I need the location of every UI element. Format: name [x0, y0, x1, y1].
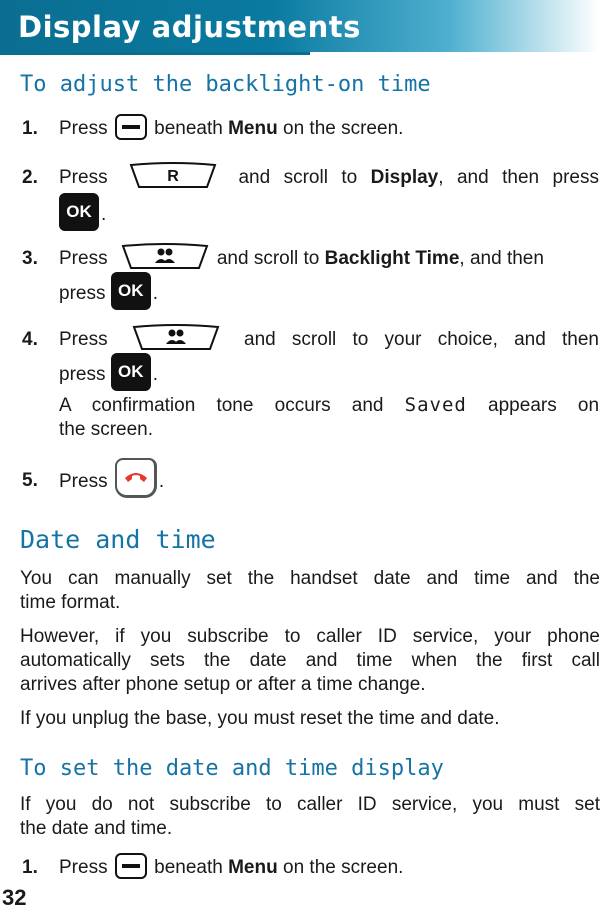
step-number: 4.: [22, 329, 38, 350]
end-call-key-icon: [115, 458, 157, 498]
section-heading-set-date-time: To set the date and time display: [20, 756, 444, 781]
step-number: 2.: [22, 167, 38, 188]
paragraph-caller-id: However, if you subscribe to caller ID service, your phone automatically sets the date and time when the first call arrives after phone setup or after a time change.: [20, 626, 600, 695]
menu-softkey-icon: [115, 853, 147, 879]
step-number: 1.: [22, 118, 38, 139]
title-underline: [0, 52, 310, 55]
screen-text-saved: Saved: [404, 394, 467, 416]
section-heading-date-time: Date and time: [20, 525, 216, 554]
section-heading-backlight: To adjust the backlight-on time: [20, 72, 431, 97]
ok-key-icon: OK: [111, 353, 151, 391]
redial-key-icon: [127, 161, 219, 189]
svg-text:R: R: [167, 167, 179, 185]
page-number: 32: [2, 885, 27, 910]
paragraph-manual-set: You can manually set the handset date and time and the time format.: [20, 568, 600, 613]
paragraph-unplug: If you unplug the base, you must reset the time and date.: [20, 708, 500, 729]
step-number: 5.: [22, 470, 38, 491]
step-number: 1.: [22, 857, 38, 878]
ok-key-icon: OK: [59, 193, 99, 231]
menu-softkey-icon: [115, 114, 147, 140]
step-number: 3.: [22, 248, 38, 269]
paragraph-no-caller-id: If you do not subscribe to caller ID service, you must set the date and time.: [20, 794, 600, 839]
ok-key-icon: OK: [111, 272, 151, 310]
page-title: Display adjustments: [18, 10, 361, 44]
phonebook-key-icon: [130, 323, 222, 351]
phonebook-key-icon: [119, 242, 211, 270]
